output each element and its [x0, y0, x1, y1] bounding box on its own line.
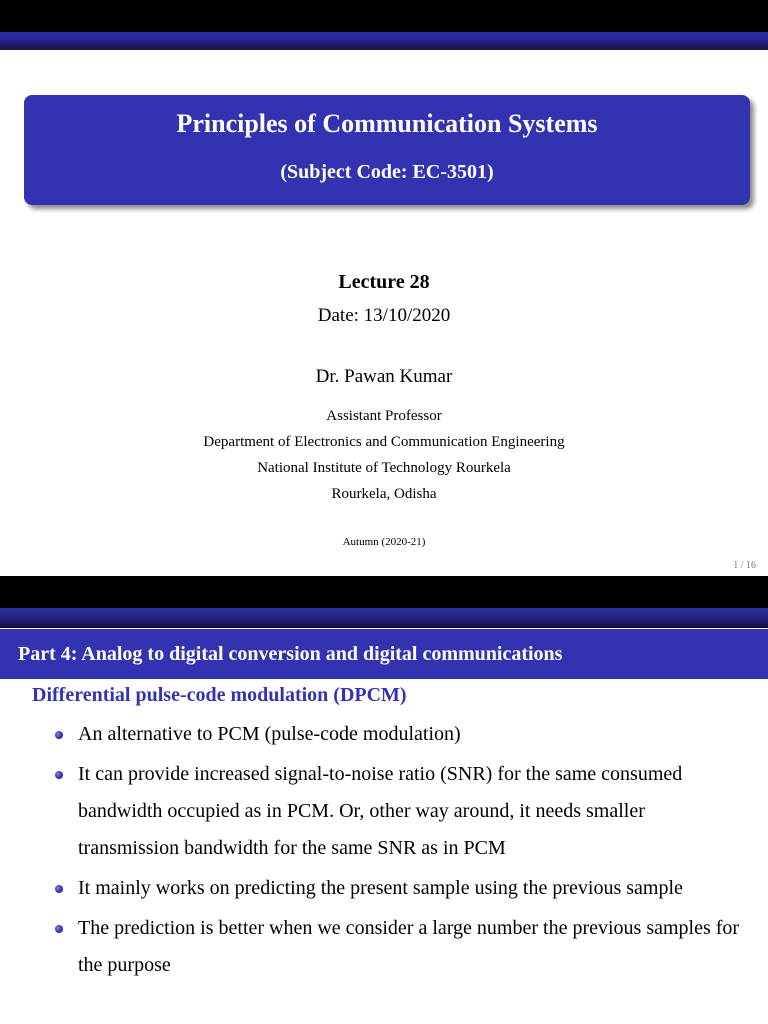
page-number: 1 / 16 [733, 560, 756, 571]
header-stripe [0, 608, 768, 628]
academic-term: Autumn (2020-21) [342, 536, 426, 548]
bullet-text: An alternative to PCM (pulse-code modulation) [78, 723, 461, 745]
lecture-number: Lecture 28 [338, 271, 430, 293]
frame-title: Part 4: Analog to digital conversion and digital communications [0, 629, 768, 679]
title-box [24, 95, 750, 205]
author-location: Rourkela, Odisha [331, 486, 437, 502]
bullet-item [0, 716, 768, 753]
bullet-text: The prediction is better when we consider a large number the previous samples for the purpose [78, 917, 740, 976]
bullet-item [0, 756, 768, 867]
bullet-text: It can provide increased signal-to-noise ratio (SNR) for the same consumed bandwidth occupied as in PCM. Or, other way around, it needs smaller transmission bandwidth for the same SNR as in PCM [78, 763, 683, 859]
content-slide [0, 576, 768, 1024]
bullet-list [0, 716, 768, 987]
bullet-icon [55, 925, 63, 933]
header-bar [0, 0, 768, 32]
bullet-icon [55, 731, 63, 739]
author-institute: National Institute of Technology Rourkela [257, 460, 511, 476]
bullet-item [0, 870, 768, 907]
author-name: Dr. Pawan Kumar [315, 366, 453, 387]
bullet-item [0, 910, 768, 984]
author-department: Department of Electronics and Communication Engineering [203, 434, 565, 450]
lecture-date: Date: 13/10/2020 [317, 305, 451, 326]
block-title: Differential pulse-code modulation (DPCM) [32, 684, 407, 706]
bullet-icon [55, 771, 63, 779]
bullet-text: It mainly works on predicting the present sample using the previous sample [78, 877, 683, 899]
bullet-icon [55, 885, 63, 893]
subject-code: (Subject Code: EC-3501) [280, 161, 494, 183]
author-position: Assistant Professor [326, 408, 442, 424]
header-bar [0, 576, 768, 608]
header-stripe [0, 32, 768, 50]
course-title: Principles of Communication Systems [176, 109, 598, 138]
